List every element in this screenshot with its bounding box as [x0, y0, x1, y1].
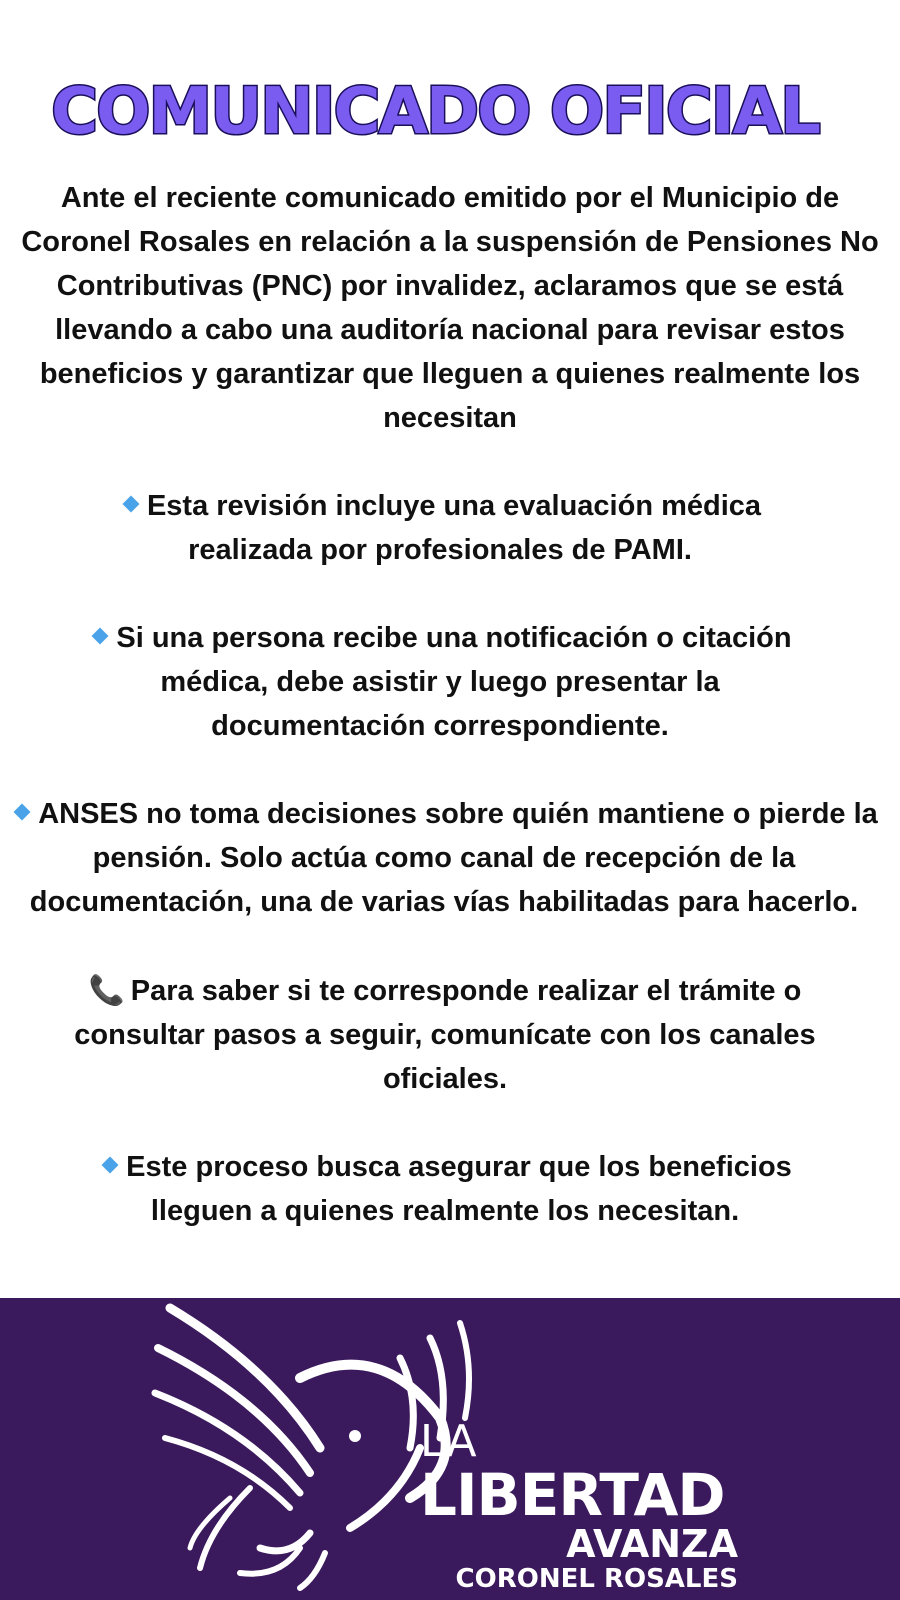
point-text: Para saber si te corresponde realizar el trámite o consultar pasos a seguir, comunícate con los canales oficiales.: [74, 975, 816, 1095]
announcement-body: [0, 176, 900, 1277]
point-paragraph: [90, 484, 790, 572]
footer-banner: [0, 1298, 900, 1600]
intro-paragraph: Ante el reciente comunicado emitido por el Municipio de Coronel Rosales en relación a la suspensión de Pensiones No Contributivas (PNC) por invalidez, aclaramos que se está llevando a cabo una auditoría nacional para revisar estos beneficios y garantizar que lleguen a quienes realmente los necesitan: [21, 182, 879, 434]
point-paragraph: [8, 792, 880, 924]
point-paragraph: [30, 968, 860, 1101]
brand-la: LA: [420, 1416, 478, 1467]
diamond-icon: [102, 1157, 119, 1174]
point-paragraph: [70, 1145, 820, 1233]
point-text: ANSES no toma decisiones sobre quién mantiene o pierde la pensión. Solo actúa como canal de recepción de la documentación, una de varias vías habilitadas para hacerlo.: [29, 798, 878, 918]
page-title: COMUNICADO OFICIAL: [51, 75, 819, 149]
diamond-icon: [14, 804, 31, 821]
brand-libertad: LIBERTAD: [420, 1461, 725, 1529]
diamond-icon: [122, 496, 139, 513]
point-text: Este proceso busca asegurar que los beneficios lleguen a quienes realmente los necesitan.: [126, 1151, 792, 1227]
brand-location: CORONEL ROSALES: [455, 1564, 738, 1594]
brand-avanza: AVANZA: [566, 1522, 738, 1566]
point-text: Si una persona recibe una notificación o citación médica, debe asistir y luego presentar la documentación correspondiente.: [116, 622, 792, 742]
brand-logo: [420, 1418, 738, 1594]
point-paragraph: [60, 616, 820, 748]
point-text: Esta revisión incluye una evaluación médica realizada por profesionales de PAMI.: [146, 490, 762, 566]
diamond-icon: [92, 628, 109, 645]
phone-icon: 📞: [88, 973, 125, 1007]
